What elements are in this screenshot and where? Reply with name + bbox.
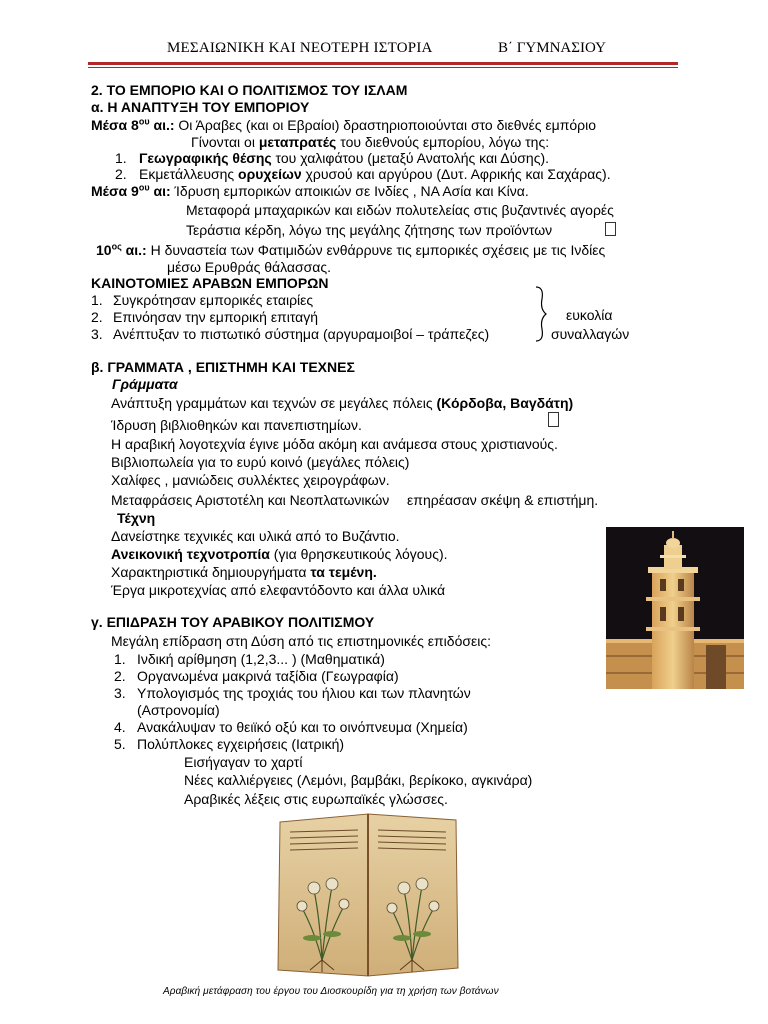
letters-item-3 (91, 436, 558, 453)
innovation-2-num: 2. (91, 309, 103, 325)
letters-item-4-text: Βιβλιοπωλεία για το ευρύ κοινό (μεγάλες πόλεις) (111, 454, 410, 470)
header-title: ΜΕΣΑΙΩΝΙΚΗ ΚΑΙ ΝΕΟΤΕΡΗ ΙΣΤΟΡΙΑ (167, 40, 433, 56)
mesa-9-line (91, 183, 529, 200)
influence-item-3-text: Υπολογισμός της τροχιάς του ήλιου και των πλανητών (137, 685, 471, 701)
century-10-sup: ος (111, 241, 122, 252)
missing-glyph-box-1 (605, 222, 616, 236)
mesa-8-line (91, 117, 596, 134)
letters-item-4 (91, 454, 409, 471)
reason-2-num: 2. (115, 166, 127, 182)
influence-item-5-text: Πολύπλοκες εγχειρήσεις (Ιατρική) (137, 736, 345, 752)
influence-item-3 (114, 685, 471, 702)
mesa-9-line-3-text: Τεράστια κέρδη, λόγω της μεγάλης ζήτησης των προϊόντων (186, 222, 553, 238)
letters-item-6-pre: Μεταφράσεις Αριστοτέλη και Νεοπλατωνικών (111, 492, 394, 508)
reason-1-post: του χαλιφάτου (μεταξύ Ανατολής και Δύσης). (271, 150, 550, 166)
art-item-3 (91, 564, 377, 581)
mesa-9-line-2: Μεταφορά μπαχαρικών και ειδών πολυτελείας στις βυζαντινές αγορές (186, 202, 614, 218)
letters-item-3-text: Η αραβική λογοτεχνία έγινε μόδα ακόμη και ανάμεσα στους χριστιανούς. (111, 436, 558, 452)
influence-item-3-num: 3. (114, 685, 126, 701)
influence-item-2 (114, 668, 399, 685)
extra-item-3-text: Αραβικές λέξεις στις ευρωπαϊκές γλώσσες. (184, 791, 448, 807)
extra-item-1 (161, 754, 302, 771)
reason-2-bold: ορυχείων (238, 166, 302, 182)
letters-item-6-post: επηρέασαν σκέψη & επιστήμη. (403, 492, 599, 508)
art-item-2 (91, 546, 448, 563)
section-b-title: β. ΓΡΑΜΜΑΤΑ , ΕΠΙΣΤΗΜΗ ΚΑΙ ΤΕΧΝΕΣ (91, 359, 355, 375)
reason-2-pre: Εκμετάλλευσης (139, 166, 239, 182)
innovation-1-num: 1. (91, 292, 103, 308)
reason-1 (115, 150, 549, 167)
century-10-line-2: μέσω Ερυθράς θάλασσας. (167, 259, 331, 275)
extra-item-1-text: Εισήγαγαν το χαρτί (184, 754, 303, 770)
mesa-8-line-2-bold: μεταπρατές (258, 134, 337, 150)
letters-item-1-pre: Ανάπτυξη γραμμάτων και τεχνών σε μεγάλες πόλεις (111, 395, 437, 411)
missing-glyph-box-2 (548, 412, 559, 427)
influence-item-5-num: 5. (114, 736, 126, 752)
mesa-8-sup: ου (138, 116, 150, 127)
brace-label-1: ευκολία (566, 307, 613, 323)
curly-brace (530, 285, 550, 343)
section-c-title: γ. ΕΠΙΔΡΑΣΗ ΤΟΥ ΑΡΑΒΙΚΟΥ ΠΟΛΙΤΙΣΜΟΥ (91, 614, 375, 630)
reason-2-post: χρυσού και αργύρου (Δυτ. Αφρικής και Σαχάρας). (301, 166, 611, 182)
mesa-8-label: Μέσα 8 (91, 117, 139, 133)
influence-item-4-num: 4. (114, 719, 126, 735)
innovation-2-text: Επινόησαν την εμπορική επιταγή (113, 309, 319, 325)
influence-item-3-cont (114, 702, 220, 719)
influence-item-5 (114, 736, 344, 753)
mesa-9-after: αι: (149, 183, 171, 199)
letters-item-5-text: Χαλίφες , μανιώδεις συλλέκτες χειρογράφων. (111, 472, 390, 488)
letters-item-5 (91, 472, 390, 489)
extra-item-3 (161, 791, 448, 808)
art-item-4-text: Έργα μικροτεχνίας από ελεφαντόδοντο και άλλα υλικά (111, 582, 446, 598)
influence-intro-text: Μεγάλη επίδραση στη Δύση από τις επιστημονικές επιδόσεις: (111, 633, 491, 649)
innovation-3-text: Ανέπτυξαν το πιστωτικό σύστημα (αργυραμοιβοί – τράπεζες) (113, 326, 490, 342)
innovation-2 (91, 309, 318, 326)
letters-item-2 (91, 417, 362, 434)
influence-item-2-text: Οργανωμένα μακρινά ταξίδια (Γεωγραφία) (137, 668, 399, 684)
century-10-label: 10 (96, 242, 112, 258)
mesa-8-line-2 (191, 134, 549, 151)
century-10-line (96, 242, 605, 259)
innovation-3-num: 3. (91, 326, 103, 342)
mesa-8-line-2-pre: Γίνονται οι (191, 134, 259, 150)
letters-item-1-bold: (Κόρδοβα, Βαγδάτη) (436, 395, 574, 411)
influence-item-3-cont-text: (Αστρονομία) (137, 702, 220, 718)
influence-item-4 (114, 719, 468, 736)
innovation-1 (91, 292, 313, 309)
extra-item-2 (161, 772, 532, 789)
reason-2 (115, 166, 611, 183)
influence-item-1-text: Ινδική αρίθμηση (1,2,3... ) (Μαθηματικά) (137, 651, 385, 667)
art-item-3-bold: τα τεμένη. (310, 564, 377, 580)
minaret-photo (606, 527, 744, 689)
mesa-9-text: Ίδρυση εμπορικών αποικιών σε Ινδίες , ΝΑ Ασία και Κίνα. (170, 183, 529, 199)
art-item-2-post: (για θρησκευτικούς λόγους). (269, 546, 448, 562)
influence-item-1-num: 1. (114, 651, 126, 667)
innovation-1-text: Συγκρότησαν εμπορικές εταιρίες (113, 292, 314, 308)
reason-1-bold: Γεωγραφικής θέσης (139, 150, 272, 166)
century-10-after: αι.: (121, 242, 147, 258)
mesa-9-label: Μέσα 9 (91, 183, 139, 199)
letters-item-6 (91, 492, 598, 509)
century-10-text: Η δυναστεία των Φατιμιδών ενθάρρυνε τις εμπορικές σχέσεις με τις Ινδίες (146, 242, 606, 258)
letters-item-1 (91, 395, 573, 412)
reason-1-num: 1. (115, 150, 127, 166)
header-rule-thin (88, 67, 678, 68)
influence-item-4-text: Ανακάλυψαν το θειϊκό οξύ και το οινόπνευμα (Χημεία) (137, 719, 468, 735)
art-item-1-text: Δανείστηκε τεχνικές και υλικά από το Βυζάντιο. (111, 528, 400, 544)
influence-intro (91, 633, 491, 650)
influence-item-2-num: 2. (114, 668, 126, 684)
innovation-3 (91, 326, 489, 343)
subsection-a-title: α. Η ΑΝΑΠΤΥΞΗ ΤΟΥ ΕΜΠΟΡΙΟΥ (91, 99, 310, 115)
art-item-1 (91, 528, 400, 545)
mesa-8-after: αι.: (149, 117, 175, 133)
letters-item-2-text: Ίδρυση βιβλιοθηκών και πανεπιστημίων. (111, 417, 362, 433)
section-2-title: 2. ΤΟ ΕΜΠΟΡΙΟ ΚΑΙ Ο ΠΟΛΙΤΙΣΜΟΣ ΤΟΥ ΙΣΛΑΜ (91, 82, 408, 98)
mesa-9-line-3 (186, 222, 552, 239)
art-heading: Τέχνη (117, 510, 156, 526)
image-caption: Αραβική μετάφραση του έργου του Διοσκουρίδη για τη χρήση των βοτάνων (163, 986, 499, 997)
header-rule-thick (88, 62, 678, 65)
mesa-9-sup: ου (138, 182, 150, 193)
brace-label-2: συναλλαγών (551, 326, 630, 342)
art-item-3-pre: Χαρακτηριστικά δημιουργήματα (111, 564, 311, 580)
innovations-title: ΚΑΙΝΟΤΟΜΙΕΣ ΑΡΑΒΩΝ ΕΜΠΟΡΩΝ (91, 275, 329, 291)
art-item-2-bold: Ανεικονική τεχνοτροπία (111, 546, 270, 562)
letters-heading: Γράμματα (112, 376, 178, 392)
header-grade: Β΄ ΓΥΜΝΑΣΙΟΥ (498, 40, 606, 56)
mesa-8-text: Οι Άραβες (και οι Εβραίοι) δραστηριοποιούνται στο διεθνές εμπόριο (174, 117, 597, 133)
mesa-8-line-2-post: του διεθνούς εμπορίου, λόγω της: (336, 134, 550, 150)
extra-item-2-text: Νέες καλλιέργειες (Λεμόνι, βαμβάκι, βερίκοκο, αγκινάρα) (184, 772, 533, 788)
manuscript-photo (274, 810, 462, 982)
influence-item-1 (114, 651, 385, 668)
art-item-4 (91, 582, 445, 599)
